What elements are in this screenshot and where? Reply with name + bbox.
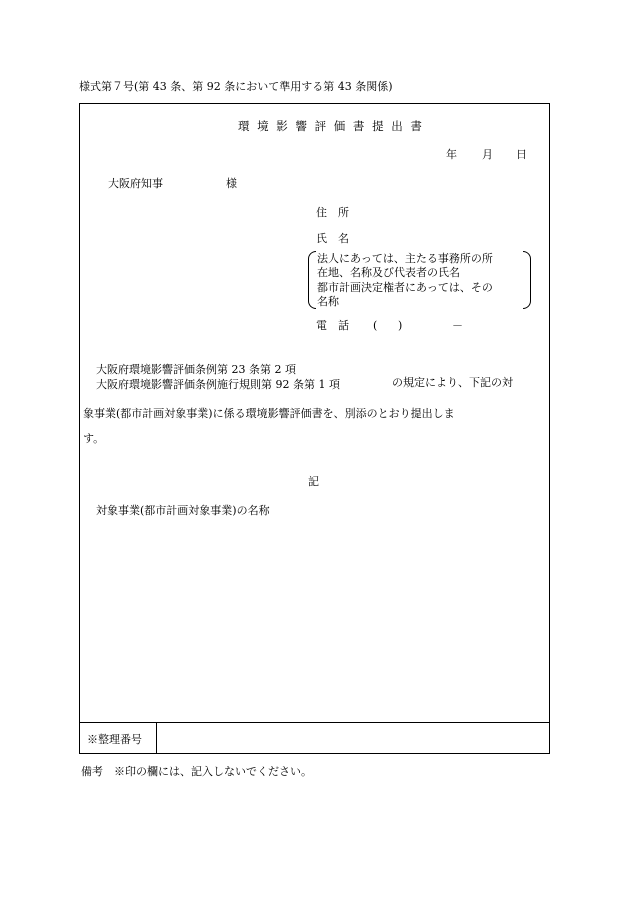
body-line-3: す。: [83, 432, 105, 445]
ki-heading: 記: [308, 475, 319, 488]
addressee-honorific: 様: [226, 177, 237, 190]
reference-number-label: ※整理番号: [87, 733, 142, 746]
body-line-2: 象事業(都市計画対象事業)に係る環境影響評価書を、別添のとおり提出しま: [83, 407, 455, 420]
body-line-tail: の規定により、下記の対: [392, 376, 513, 389]
applicant-note-line: 名称: [317, 295, 339, 308]
footer-note: 備考 ※印の欄には、記入しないでください。: [81, 765, 312, 778]
note-bracket-left: [308, 251, 316, 309]
phone-paren-open: (: [373, 319, 378, 332]
applicant-note-line: 在地、名称及び代表者の氏名: [317, 266, 460, 279]
date-day: 日: [516, 148, 527, 161]
reference-number-field[interactable]: [157, 723, 549, 753]
phone-paren-close: ): [398, 319, 403, 332]
project-name-label: 対象事業(都市計画対象事業)の名称: [96, 504, 270, 517]
form-number: 様式第７号(第 43 条、第 92 条において準用する第 43 条関係): [79, 80, 393, 93]
law-reference-2: 大阪府環境影響評価条例施行規則第 92 条第 1 項: [96, 378, 340, 391]
date-month: 月: [482, 148, 493, 161]
name-label: 氏 名: [316, 232, 349, 245]
addressee-name: 大阪府知事: [108, 177, 163, 190]
phone-dash: －: [452, 319, 463, 332]
note-bracket-right: [523, 251, 531, 309]
phone-label: 電 話: [316, 319, 349, 332]
applicant-note-line: 法人にあっては、主たる事務所の所: [317, 252, 493, 265]
form-frame: [79, 103, 550, 754]
date-year: 年: [446, 148, 457, 161]
applicant-note-line: 都市計画決定権者にあっては、その: [317, 281, 493, 294]
address-label: 住 所: [316, 206, 349, 219]
law-reference-1: 大阪府環境影響評価条例第 23 条第 2 項: [96, 363, 296, 376]
form-title: 環 境 影 響 評 価 書 提 出 書: [238, 119, 424, 133]
